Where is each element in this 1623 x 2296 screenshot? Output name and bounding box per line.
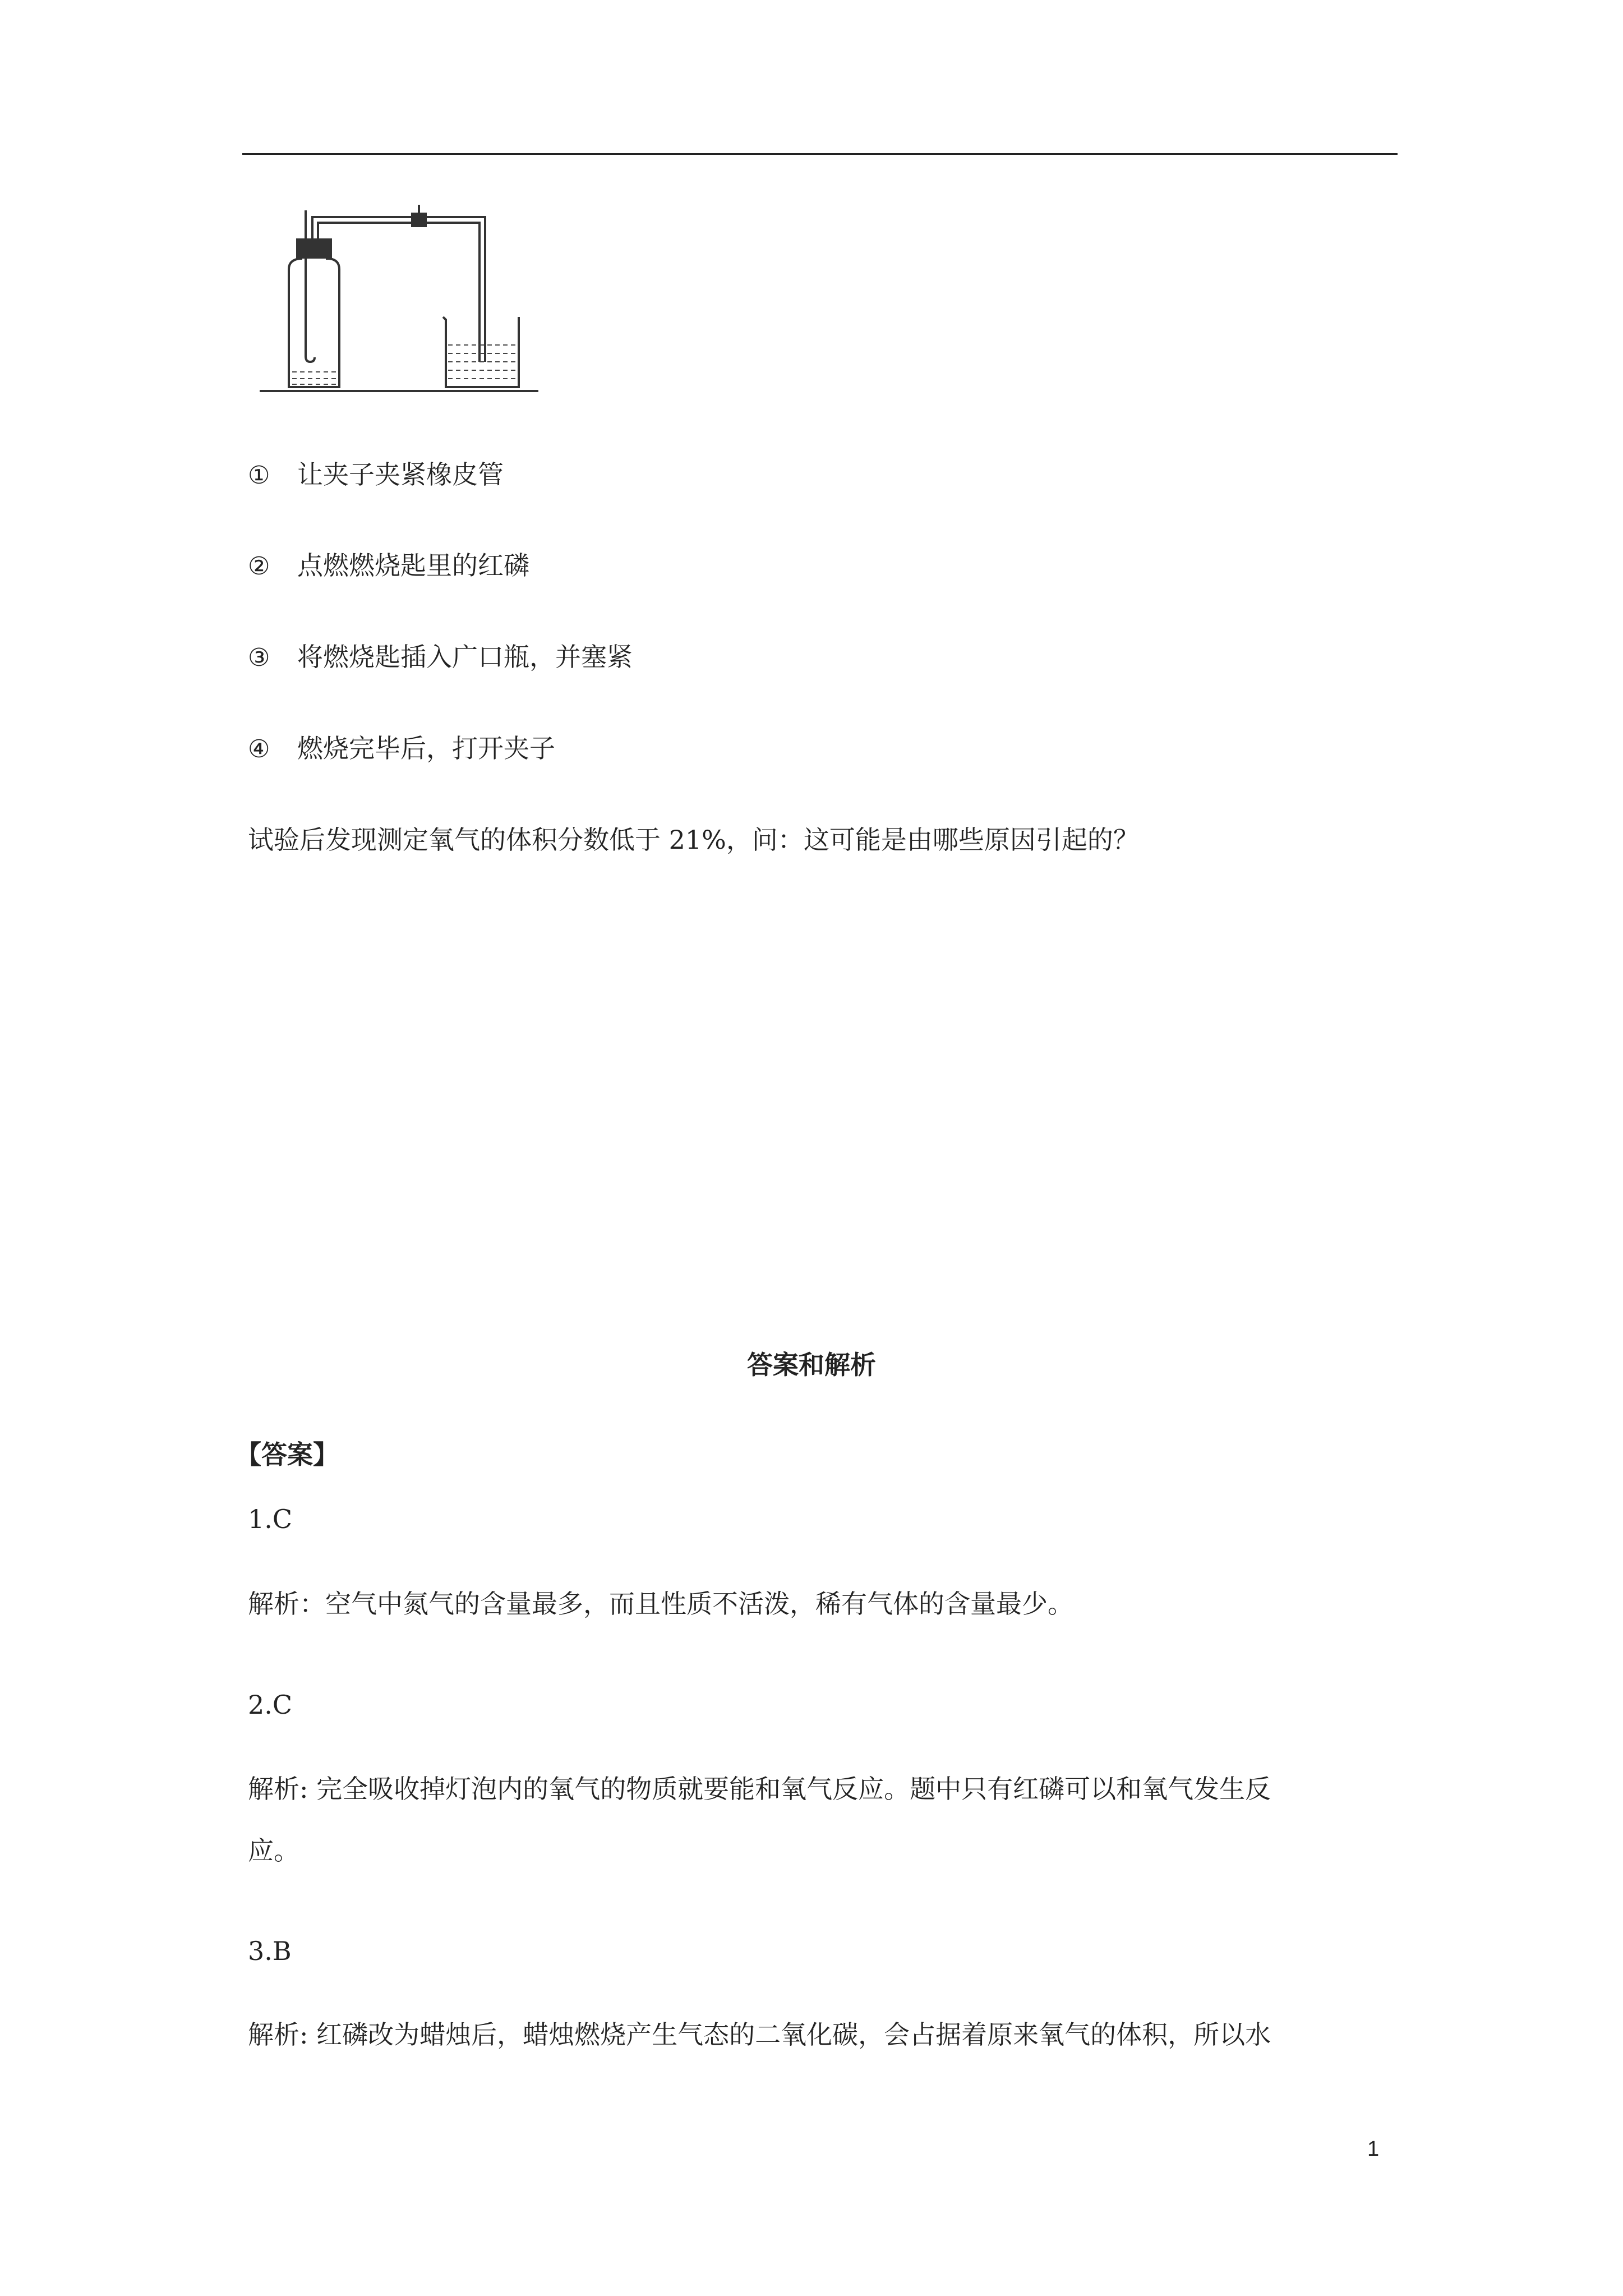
- answer-3-analysis: 解析: 红磷改为蜡烛后，蜡烛燃烧产生气态的二氧化碳，会占据着原来氧气的体积，所以水: [248, 2019, 1271, 2050]
- step-4: [248, 735, 555, 762]
- step-2: [248, 550, 529, 581]
- answer-1-analysis: 解析：空气中氮气的含量最多，而且性质不活泼，稀有气体的含量最少。: [248, 1589, 1073, 1619]
- step-1-text: 让夹子夹紧橡皮管: [297, 459, 504, 490]
- apparatus-figure: [255, 194, 552, 401]
- step-4-text: 燃烧完毕后，打开夹子: [297, 733, 555, 763]
- step-3-number: ③: [248, 643, 270, 672]
- answer-2-analysis-line1: 解析: 完全吸收掉灯泡内的氧气的物质就要能和氧气反应。题中只有红磷可以和氧气发生反: [248, 1774, 1271, 1804]
- answer-2-analysis-line2: 应。: [248, 1835, 299, 1866]
- clamp: [412, 214, 426, 226]
- question-text: 试验后发现测定氧气的体积分数低于 21%，问：这可能是由哪些原因引起的？: [248, 825, 1139, 855]
- step-3-text: 将燃烧匙插入广口瓶，并塞紧: [297, 642, 633, 672]
- step-1-number: ①: [248, 461, 270, 490]
- step-4-number: ④: [248, 735, 270, 763]
- step-2-text: 点燃燃烧匙里的红磷: [297, 550, 529, 581]
- page-number: 1: [1367, 2137, 1380, 2161]
- jar: [289, 249, 339, 387]
- answer-1-label: 1.C: [248, 1504, 293, 1534]
- answer-label: 【答案】: [236, 1439, 339, 1470]
- stopper: [297, 240, 331, 250]
- answer-2-label: 2.C: [248, 1690, 293, 1720]
- step-2-number: ②: [248, 552, 270, 581]
- step-3: [248, 644, 633, 670]
- answer-section-title: 答案和解析: [747, 1350, 876, 1380]
- header-rule: [242, 153, 1398, 155]
- answer-3-label: 3.B: [248, 1936, 292, 1966]
- beaker: [443, 317, 519, 387]
- step-1: [248, 459, 504, 490]
